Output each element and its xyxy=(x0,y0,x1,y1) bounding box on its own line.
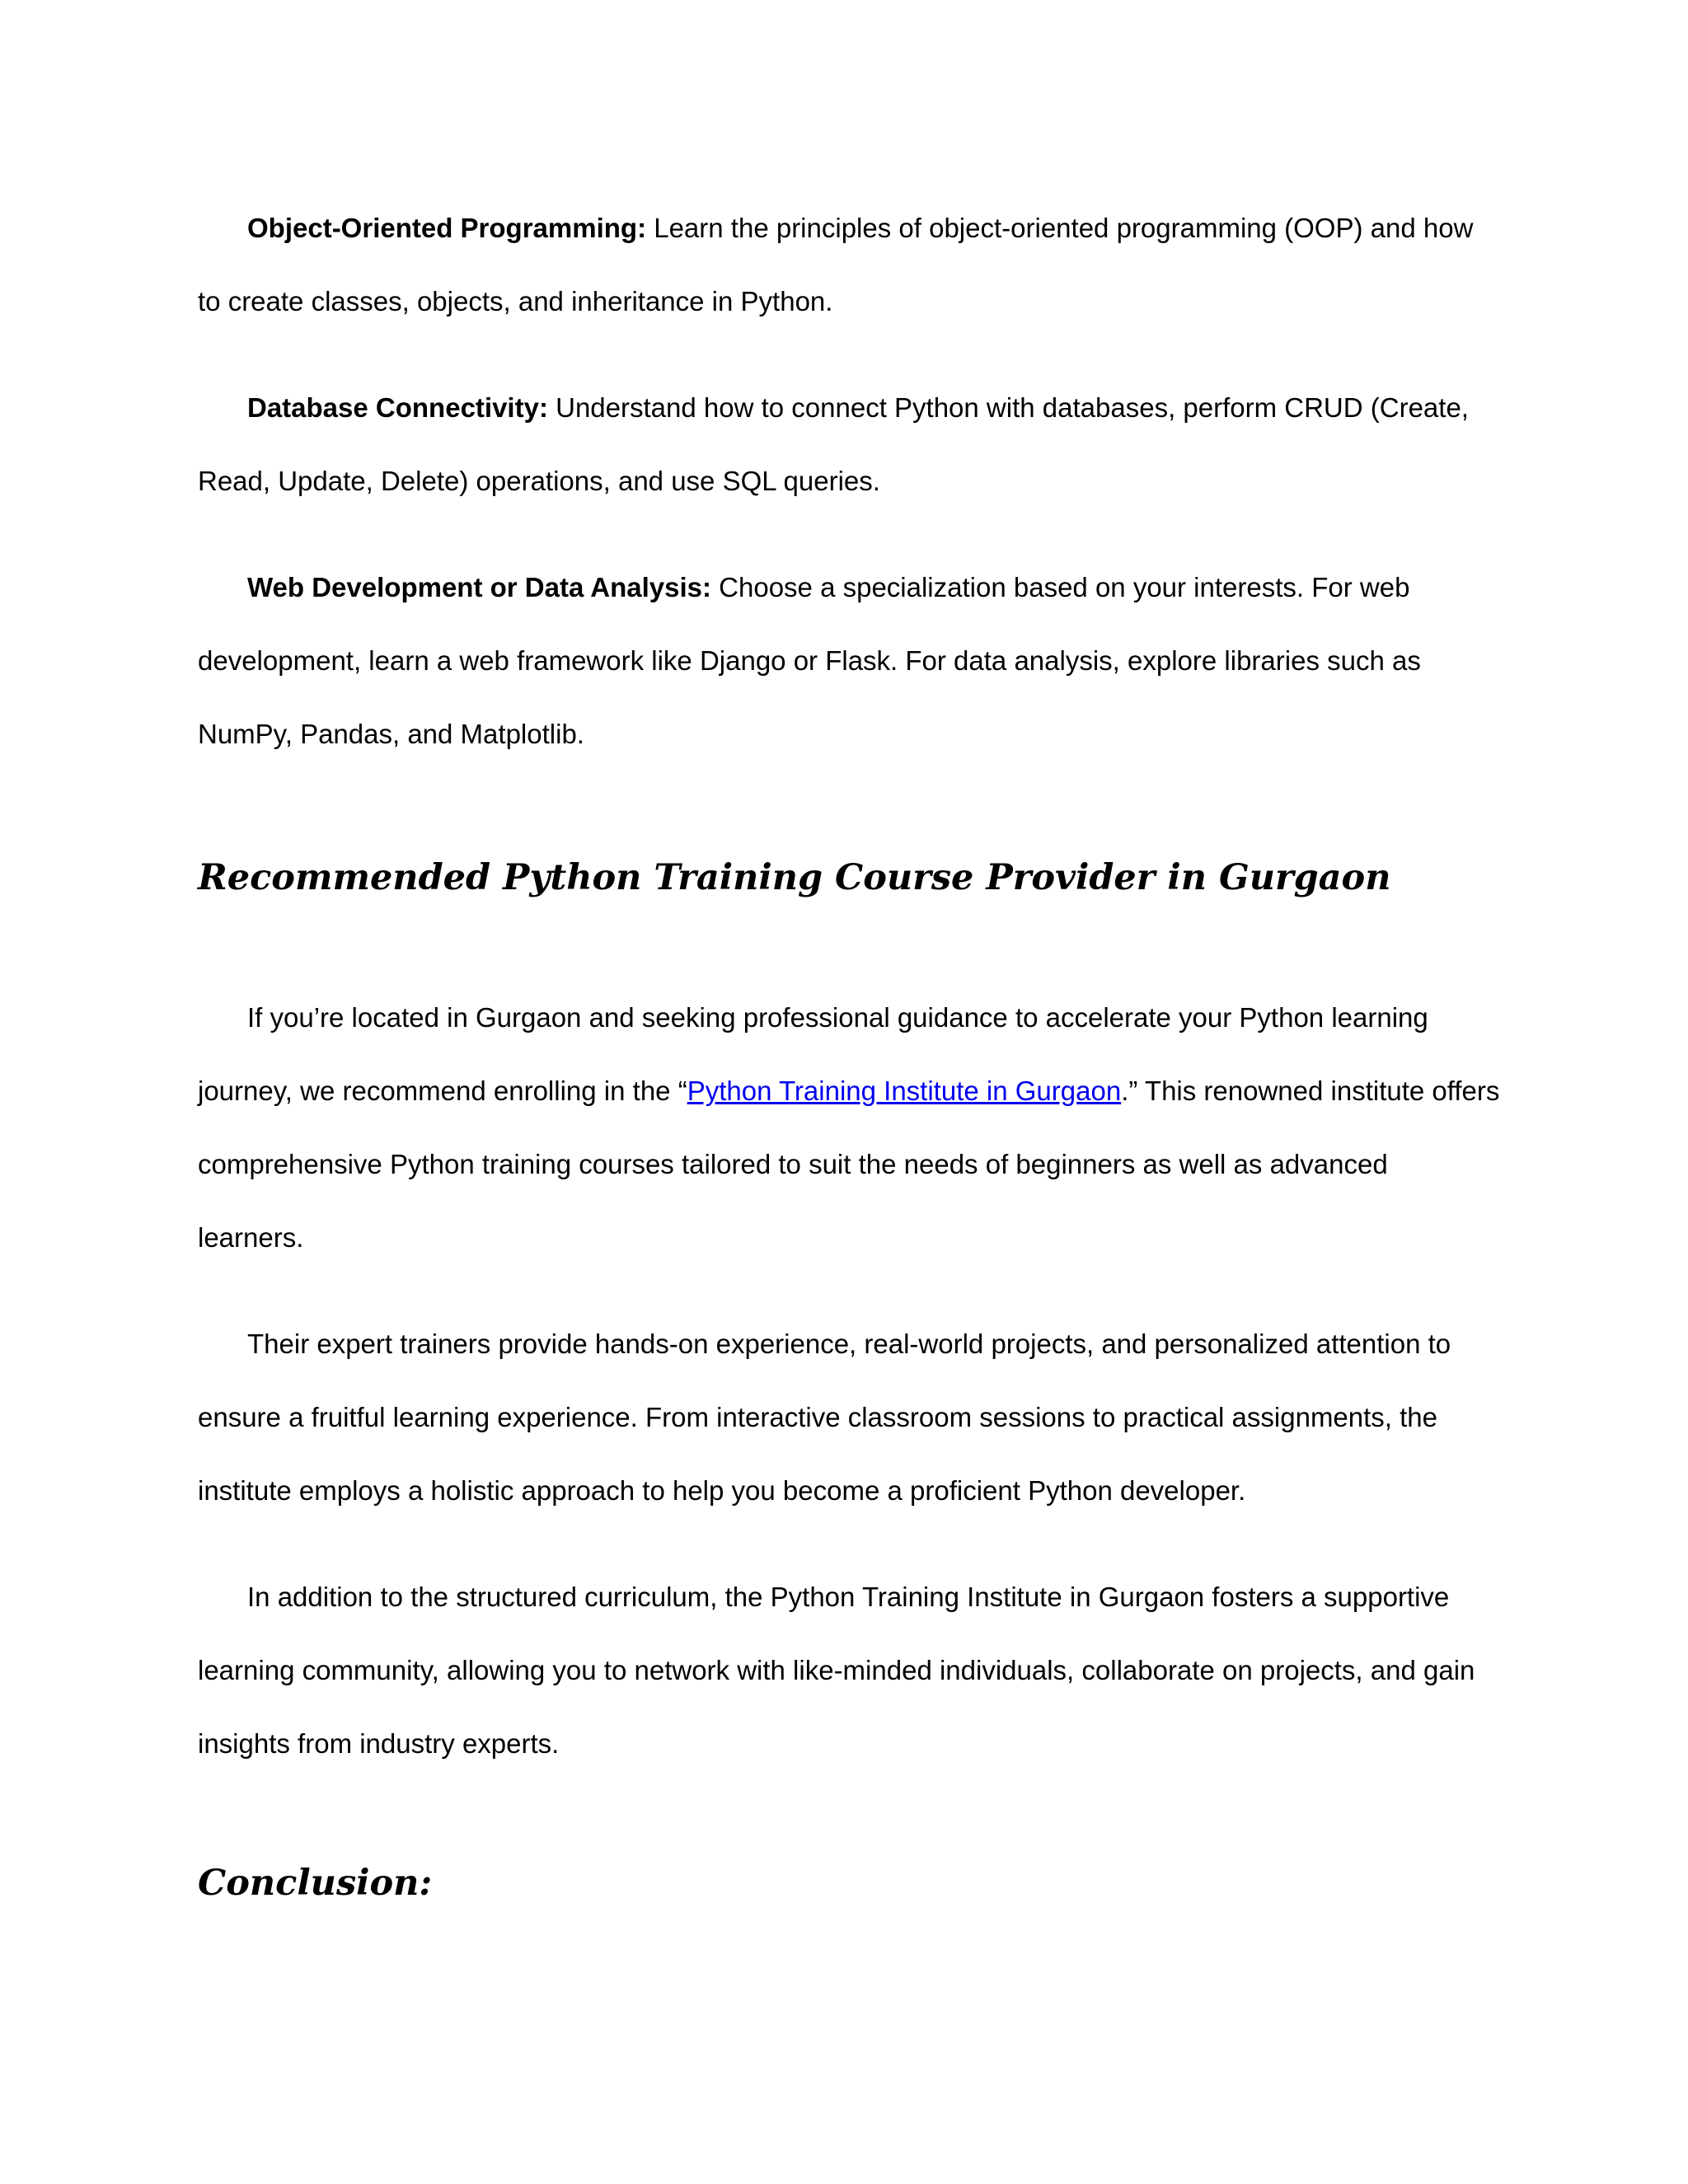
heading-conclusion: Conclusion: xyxy=(198,1863,433,1904)
recommendation-text-before: If you’re located in Gurgaon and seeking professional guidance to accelerate your Python learning journey, we recommend enrolling in the “ xyxy=(198,1002,1428,1106)
paragraph-recommendation xyxy=(198,981,1500,1274)
text-oop: Learn the principles of object-oriented programming (OOP) and how to create classes, objects, and inheritance in Python. xyxy=(198,213,1474,316)
recommendation-text-after: .” This renowned institute offers comprehensive Python training courses tailored to suit the needs of beginners as well as advanced learners. xyxy=(198,1076,1500,1253)
label-oop: Object-Oriented Programming: xyxy=(247,213,647,243)
paragraph-oop xyxy=(198,191,1500,338)
paragraph-community: In addition to the structured curriculum, the Python Training Institute in Gurgaon fosters a supportive learning community, allowing you to network with like-minded individuals, collaborate on projects, and gain insights from industry experts. xyxy=(198,1582,1475,1759)
paragraph-database xyxy=(198,371,1500,518)
paragraph-web-development xyxy=(198,551,1500,771)
heading-recommended: Recommended Python Training Course Provider in Gurgaon xyxy=(198,857,1391,898)
document-page xyxy=(198,191,1500,1908)
text-database: Understand how to connect Python with databases, perform CRUD (Create, Read, Update, Delete) operations, and use SQL queries. xyxy=(198,392,1469,496)
python-training-institute-link[interactable]: Python Training Institute in Gurgaon xyxy=(687,1076,1122,1106)
paragraph-trainers: Their expert trainers provide hands-on experience, real-world projects, and personalized attention to ensure a fruitful learning experience. From interactive classroom sessions to practical assignments, the institute employs a holistic approach to help you become a proficient Python developer. xyxy=(198,1329,1451,1506)
label-database: Database Connectivity: xyxy=(247,392,548,423)
label-web-development: Web Development or Data Analysis: xyxy=(247,572,711,602)
text-web-development: Choose a specialization based on your interests. For web development, learn a web framework like Django or Flask. For data analysis, explore libraries such as NumPy, Pandas, and Matplotlib. xyxy=(198,572,1421,749)
